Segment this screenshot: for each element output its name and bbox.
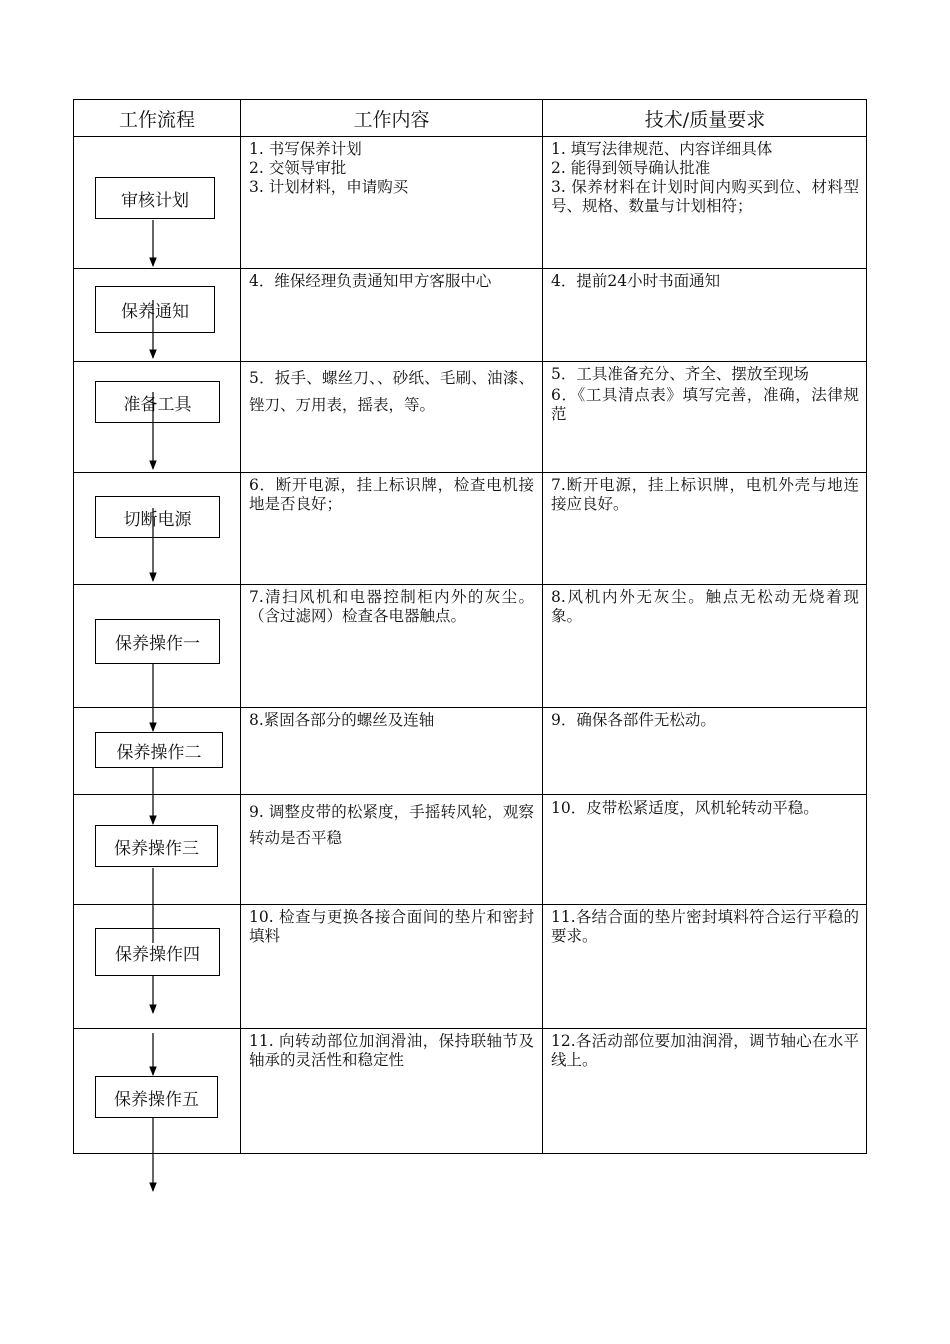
header-workflow: 工作流程: [118, 108, 195, 131]
content-line: 5．扳手、螺丝刀、、砂纸、毛刷、油漆、锉刀、万用表，摇表，等。: [249, 369, 534, 414]
flow-step-operation-1: 保养操作一: [95, 619, 220, 664]
column-divider-1: [240, 100, 241, 1153]
row-divider: [74, 268, 866, 269]
content-line: 7.清扫风机和电器控制柜内外的灰尘。（含过滤网）检查各电器触点。: [249, 588, 534, 625]
column-divider-2: [542, 100, 543, 1153]
flow-step-prepare-tools: 准备工具: [95, 381, 220, 423]
content-line: 11. 向转动部位加润滑油，保持联轴节及轴承的灵活性和稳定性: [249, 1032, 534, 1069]
work-content-cell: [241, 1032, 542, 1070]
header-work-content: 工作内容: [353, 108, 430, 131]
work-content-cell: [241, 476, 542, 514]
content-line: 6．断开电源，挂上标识牌，检查电机接地是否良好；: [249, 476, 534, 513]
flow-step-operation-2: 保养操作二: [95, 732, 223, 768]
requirement-cell: [543, 799, 867, 818]
requirement-line: 8.风机内外无灰尘。触点无松动无烧着现象。: [551, 588, 859, 625]
row-divider: [74, 584, 866, 585]
requirement-line: 5．工具准备充分、齐全、摆放至现场: [551, 365, 809, 383]
requirement-cell: [543, 588, 867, 626]
content-line: 9. 调整皮带的松紧度，手摇转风轮，观察转动是否平稳: [249, 803, 534, 847]
row-divider: [74, 361, 866, 362]
requirement-cell: [543, 272, 867, 291]
requirement-cell: [543, 908, 867, 946]
requirement-cell: [543, 1032, 867, 1070]
row-divider: [74, 472, 866, 473]
requirement-cell: [543, 140, 867, 216]
row-divider: [74, 904, 866, 905]
content-line: 1. 书写保养计划: [249, 140, 362, 158]
work-content-cell: [241, 799, 542, 851]
content-line: 4．维保经理负责通知甲方客服中心: [249, 272, 492, 290]
requirement-line: 2. 能得到领导确认批准: [551, 159, 711, 177]
requirement-line: 4．提前24小时书面通知: [551, 272, 721, 290]
work-content-cell: [241, 365, 542, 419]
flow-step-operation-3: 保养操作三: [95, 825, 218, 867]
row-divider: [74, 1028, 866, 1029]
content-line: 8.紧固各部分的螺丝及连轴: [249, 711, 435, 729]
requirement-line: 11.各结合面的垫片密封填料符合运行平稳的要求。: [551, 908, 859, 945]
requirement-line: 3. 保养材料在计划时间内购买到位、材料型号、规格、数量与计划相符；: [551, 178, 859, 215]
work-content-cell: [241, 908, 542, 946]
content-line: 3. 计划材料，申请购买: [249, 178, 409, 196]
requirement-line: 12.各活动部位要加油润滑，调节轴心在水平线上。: [551, 1032, 859, 1069]
requirement-cell: [543, 711, 867, 730]
header-quality-requirements: 技术/质量要求: [644, 108, 766, 131]
requirement-cell: [543, 365, 867, 424]
flow-step-operation-5: 保养操作五: [95, 1076, 218, 1118]
flow-step-operation-4: 保养操作四: [95, 928, 220, 976]
work-content-cell: [241, 272, 542, 291]
flow-step-maintenance-notice: 保养通知: [95, 286, 215, 333]
requirement-line: 10．皮带松紧适度，风机轮转动平稳。: [551, 799, 819, 817]
content-line: 2. 交领导审批: [249, 159, 347, 177]
flow-step-review-plan: 审核计划: [95, 177, 215, 219]
row-divider: [74, 136, 866, 137]
requirement-line: 6．《工具清点表》填写完善，准确，法律规范: [551, 386, 859, 423]
work-content-cell: [241, 588, 542, 626]
flow-step-cut-power: 切断电源: [95, 496, 220, 538]
content-line: 10. 检查与更换各接合面间的垫片和密封填料: [249, 908, 534, 945]
row-divider: [74, 794, 866, 795]
work-content-cell: [241, 140, 542, 197]
work-content-cell: [241, 711, 542, 730]
requirement-line: 7.断开电源，挂上标识牌，电机外壳与地连接应良好。: [551, 476, 859, 513]
requirement-line: 1. 填写法律规范、内容详细具体: [551, 140, 773, 158]
row-divider: [74, 707, 866, 708]
requirement-cell: [543, 476, 867, 514]
requirement-line: 9．确保各部件无松动。: [551, 711, 716, 729]
